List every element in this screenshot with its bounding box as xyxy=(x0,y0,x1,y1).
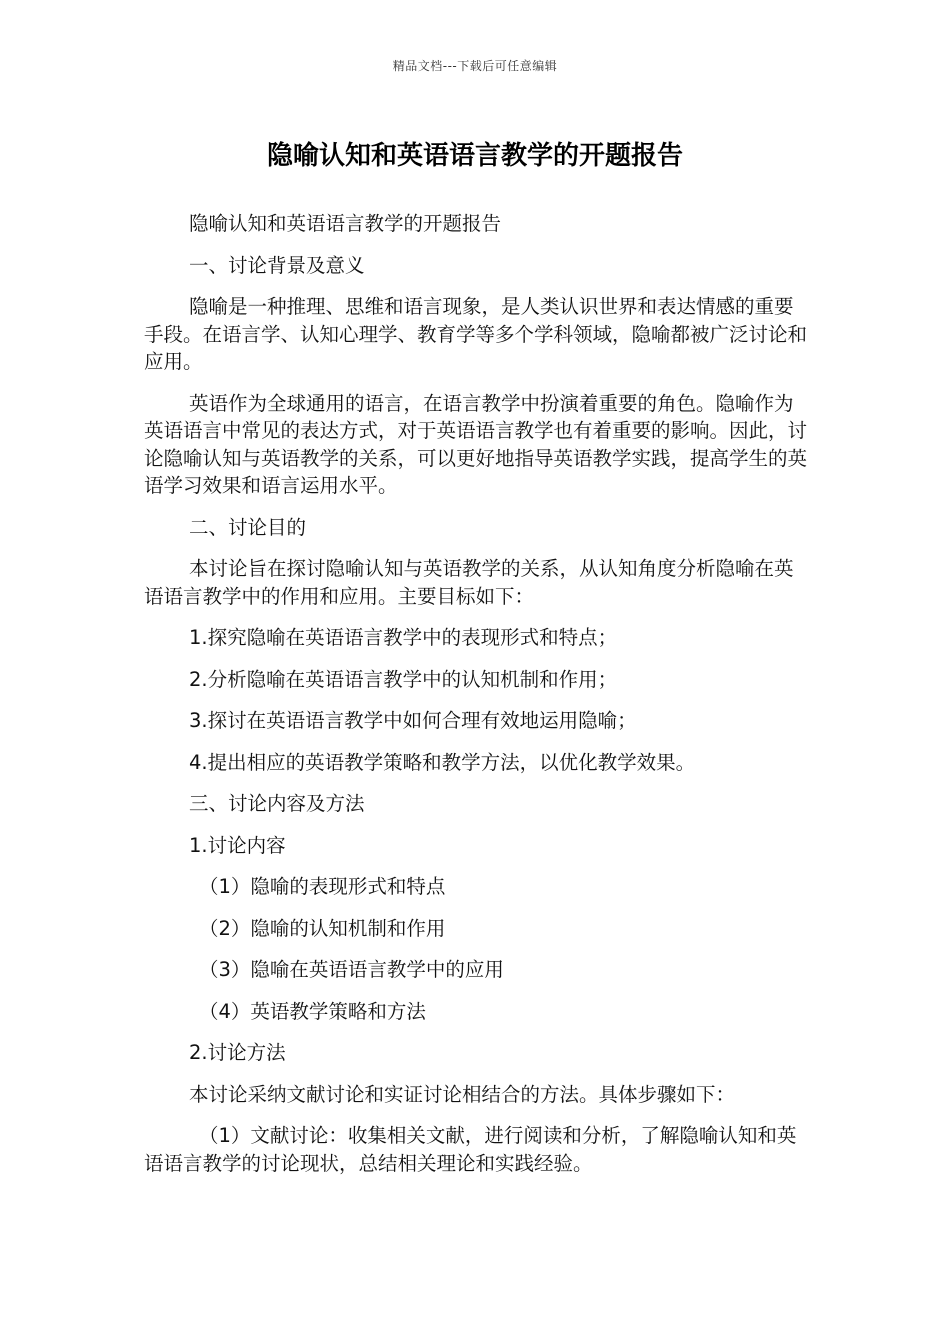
paragraph-subtitle: 隐喻认知和英语语言教学的开题报告 xyxy=(189,212,502,235)
page-header-note: 精品文档---下载后可任意编辑 xyxy=(392,59,558,73)
subheading-content: 1.讨论内容 xyxy=(189,833,286,857)
list-item-goal-2: 2.分析隐喻在英语语言教学中的认知机制和作用； xyxy=(189,667,618,691)
section-heading-content-method: 三、讨论内容及方法 xyxy=(189,792,365,815)
list-item-goal-3: 3.探讨在英语语言教学中如何合理有效地运用隐喻； xyxy=(189,709,637,732)
paragraph-background-1: 隐喻是一种推理、思维和语言现象，是人类认识世界和表达情感的重要手段。在语言学、认知心理学、教育学等多个学科领域，隐喻都被广泛讨论和应用。 xyxy=(144,295,808,373)
section-heading-purpose: 二、讨论目的 xyxy=(189,515,307,539)
list-item-goal-1: 1.探究隐喻在英语语言教学中的表现形式和特点； xyxy=(189,626,618,649)
content-item-2: （2）隐喻的认知机制和作用 xyxy=(199,916,446,940)
document-title: 隐喻认知和英语语言教学的开题报告 xyxy=(266,141,683,171)
content-item-3: （3）隐喻在英语语言教学中的应用 xyxy=(199,958,504,981)
list-item-goal-4: 4.提出相应的英语教学策略和教学方法，以优化教学效果。 xyxy=(189,750,696,774)
method-step-1: （1）文献讨论：收集相关文献，进行阅读和分析，了解隐喻认知和英语语言教学的讨论现状，总结相关理论和实践经验。 xyxy=(144,1124,797,1175)
section-heading-background: 一、讨论背景及意义 xyxy=(189,253,365,277)
paragraph-method: 本讨论采纳文献讨论和实证讨论相结合的方法。具体步骤如下： xyxy=(189,1082,736,1106)
content-item-1: （1）隐喻的表现形式和特点 xyxy=(199,875,446,898)
content-item-4: （4）英语教学策略和方法 xyxy=(199,999,426,1023)
paragraph-purpose: 本讨论旨在探讨隐喻认知与英语教学的关系，从认知角度分析隐喻在英语语言教学中的作用和应用。主要目标如下： xyxy=(144,557,794,608)
document-body xyxy=(144,210,808,1191)
subheading-method: 2.讨论方法 xyxy=(189,1041,286,1064)
paragraph-background-2: 英语作为全球通用的语言，在语言教学中扮演着重要的角色。隐喻作为英语语言中常见的表达方式，对于英语语言教学也有着重要的影响。因此，讨论隐喻认知与英语教学的关系，可以更好地指导英语教学实践，提高学生的英语学习效果和语言运用水平。 xyxy=(144,391,808,497)
